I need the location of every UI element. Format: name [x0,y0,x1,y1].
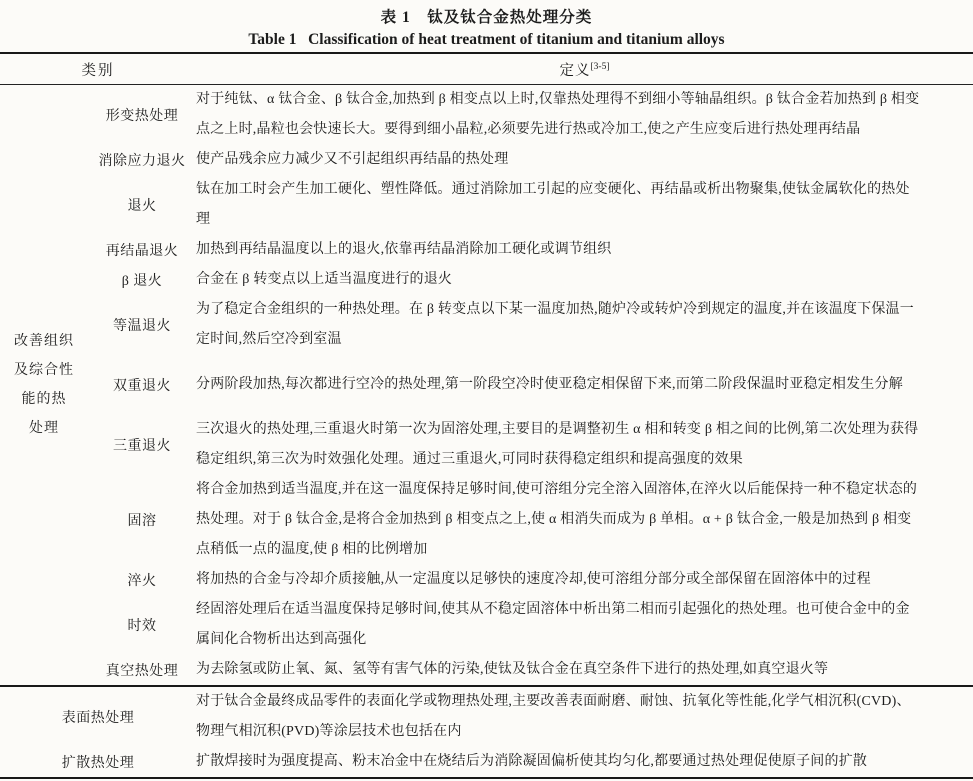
row-duplex-annealing [88,355,973,415]
category-cell: 双重退火 [113,379,171,394]
upper-rows [88,85,973,685]
header-definition-label: 定义 [559,62,591,79]
row-solution-treatment [88,475,973,565]
definition-cell: 使产品残余应力减少又不引起组织再结晶的热处理 [196,152,509,167]
category-cell: 表面热处理 [61,711,135,726]
definition-cell: 为了稳定合金组织的一种热处理。在 β 转变点以下某一温度加热,随炉冷或转炉冷到规定的温度,并在该温度下保温一定时间,然后空冷到室温 [196,302,914,347]
header-category: 类别 [81,62,115,79]
category-cell: 真空热处理 [105,664,179,679]
definition-cell: 经固溶处理后在适当温度保持足够时间,使其从不稳定固溶体中析出第二相而引起强化的热处理。也可使合金中的金属间化合物析出达到高强化 [196,602,910,647]
row-stress-relief-annealing [88,145,973,175]
header-definition [196,59,973,80]
header-definition-reference: [3-5] [590,61,610,72]
table-header-row [0,54,973,84]
category-cell: 再结晶退火 [105,244,179,259]
row-vacuum-heat-treatment [88,655,973,685]
row-surface-heat-treatment [0,687,973,747]
group-label-line: 能的热 [21,392,67,407]
table-bottom-rule [0,777,973,779]
row-isothermal-annealing [88,295,973,355]
category-cell: 时效 [127,619,157,634]
category-cell: 三重退火 [113,439,171,454]
definition-cell: 扩散焊接时为强度提高、粉末冶金中在烧结后为消除凝固偏析使其均匀化,都要通过热处理促使原子间的扩散 [196,754,868,769]
category-cell: β 退火 [121,274,163,289]
definition-cell: 对于钛合金最终成品零件的表面化学或物理热处理,主要改善表面耐磨、耐蚀、抗氧化等性能,化学气相沉积(CVD)、物理气相沉积(PVD)等涂层技术也包括在内 [196,694,911,739]
category-cell: 扩散热处理 [61,756,135,771]
row-recrystallization-annealing [88,235,973,265]
definition-cell: 加热到再结晶温度以上的退火,依靠再结晶消除加工硬化或调节组织 [196,242,612,257]
table-body-upper [0,85,973,685]
row-beta-annealing [88,265,973,295]
row-annealing [88,175,973,235]
definition-cell: 对于纯钛、α 钛合金、β 钛合金,加热到 β 相变点以上时,仅靠热处理得不到细小等轴晶组织。β 钛合金若加热到 β 相变点之上时,晶粒也会快速长大。要得到细小晶粒,必须要先进行热或冷加工,使之产生应变后进行热处理再结晶 [196,92,920,137]
category-cell: 退火 [127,199,157,214]
table-title-chinese: 表 1 钛及钛合金热处理分类 [380,9,593,26]
row-aging [88,595,973,655]
row-quenching [88,565,973,595]
row-deformation-heat-treatment [88,85,973,145]
definition-cell: 将合金加热到适当温度,并在这一温度保持足够时间,使可溶组分完全溶入固溶体,在淬火以后能保持一种不稳定状态的热处理。对于 β 钛合金,是将合金加热到 β 相变点之上,使 α 相消失而成为 β 单相。α + β 钛合金,一般是加热到 β 相变点稍低一点的温度,使 β 相的比例增加 [196,482,918,557]
category-cell: 形变热处理 [105,109,179,124]
category-cell: 固溶 [127,514,157,529]
group-cell-microstructure-properties [0,85,88,685]
table-body-lower [0,687,973,777]
group-label [14,327,74,443]
row-triplex-annealing [88,415,973,475]
group-label-line: 处理 [29,421,59,436]
category-cell: 消除应力退火 [98,154,186,169]
definition-cell: 将加热的合金与冷却介质接触,从一定温度以足够快的速度冷却,使可溶组分部分或全部保留在固溶体中的过程 [196,572,871,587]
definition-cell: 为去除氢或防止氧、氮、氢等有害气体的污染,使钛及钛合金在真空条件下进行的热处理,如真空退火等 [196,662,829,677]
group-label-line: 改善组织 [14,334,74,349]
table-title-english: Table 1 Classification of heat treatment of titanium and titanium alloys [248,31,725,48]
category-cell: 等温退火 [113,319,171,334]
group-label-line: 及综合性 [14,363,74,378]
category-cell: 淬火 [127,574,157,589]
definition-cell: 合金在 β 转变点以上适当温度进行的退火 [196,272,453,287]
row-diffusion-heat-treatment [0,747,973,777]
definition-cell: 三次退火的热处理,三重退火时第一次为固溶处理,主要目的是调整初生 α 相和转变 β 相之间的比例,第二次处理为获得稳定组织,第三次为时效强化处理。通过三重退火,可同时获得稳定组织和提高强度的效果 [196,422,919,467]
definition-cell: 分两阶段加热,每次都进行空冷的热处理,第一阶段空冷时使亚稳定相保留下来,而第二阶段保温时亚稳定相发生分解 [196,377,903,392]
definition-cell: 钛在加工时会产生加工硬化、塑性降低。通过消除加工引起的应变硬化、再结晶或析出物聚集,使钛金属软化的热处理 [196,182,910,227]
